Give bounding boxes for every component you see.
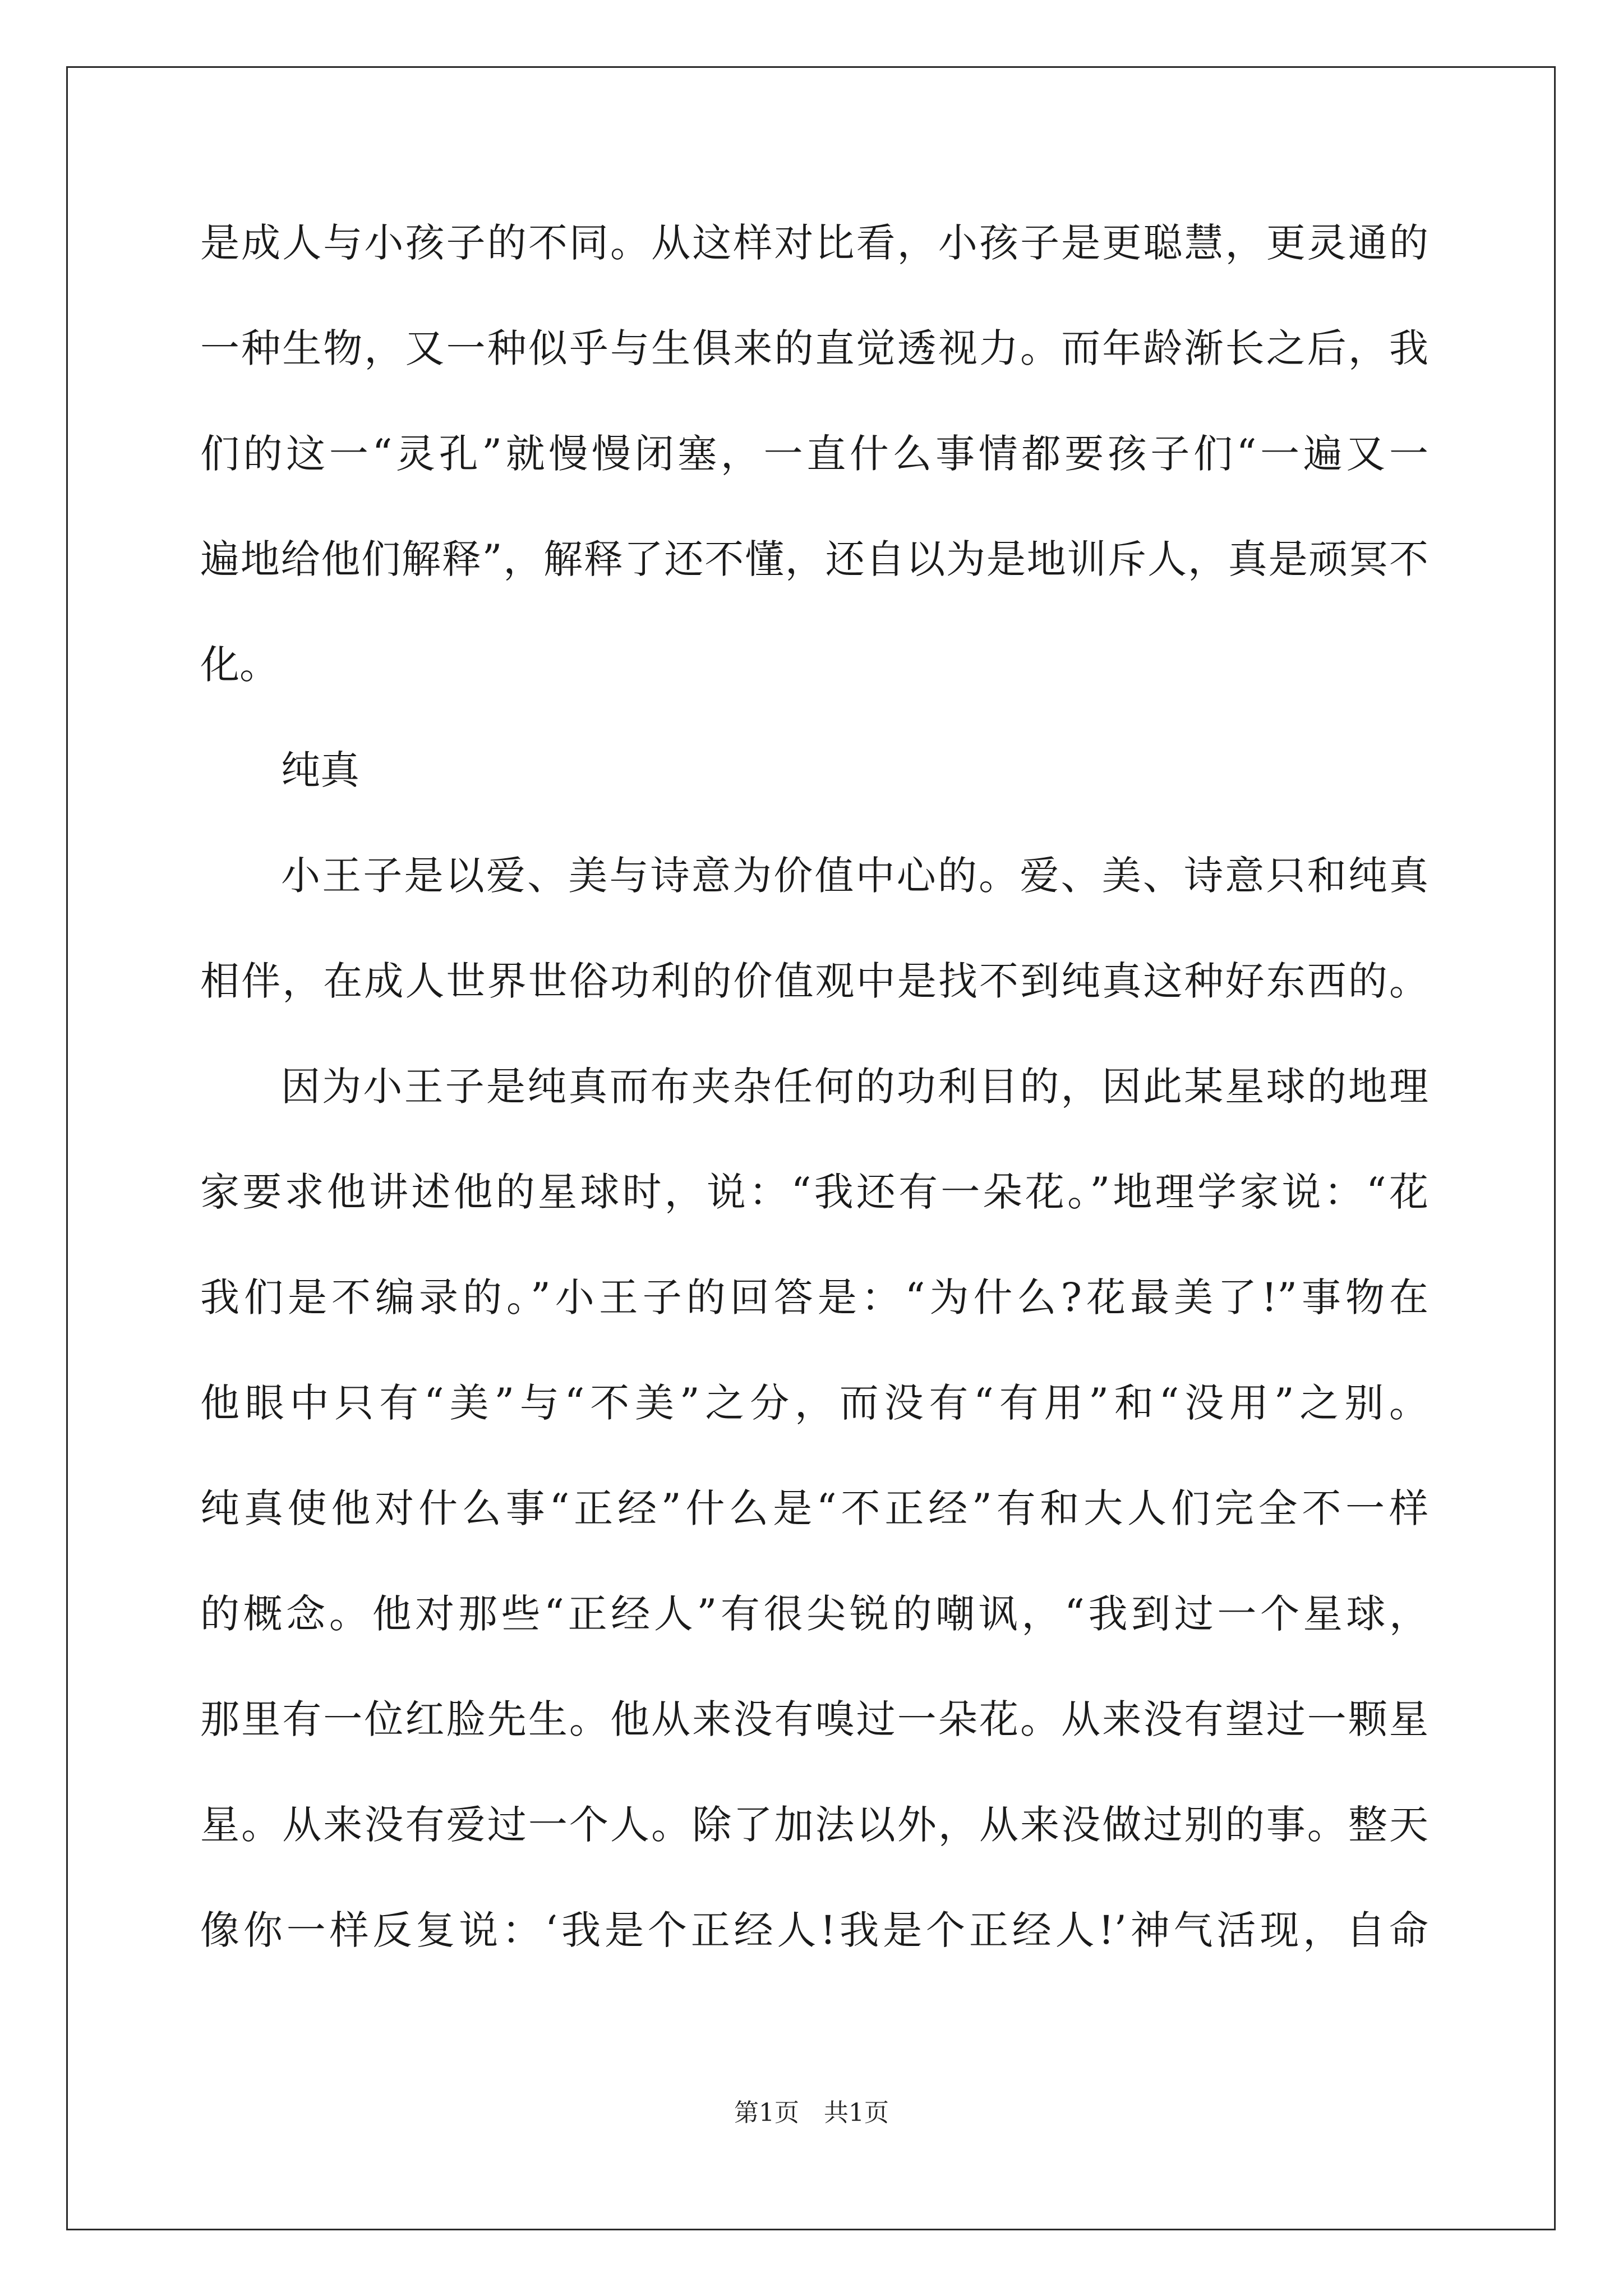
text-line: 遍地给他们解释”，解释了还不懂，还自以为是地训斥人，真是顽冥不 <box>200 536 1428 582</box>
paragraph-first-line: 因为小王子是纯真而布夹杂任何的功利目的，因此某星球的地理 <box>281 1064 1428 1110</box>
text-line: 是成人与小孩子的不同。从这样对比看，小孩子是更聪慧，更灵通的 <box>200 220 1428 266</box>
text-line: 家要求他讲述他的星球时，说：“我还有一朵花。”地理学家说：“花 <box>200 1169 1428 1215</box>
text-line: 们的这一“灵孔”就慢慢闭塞，一直什么事情都要孩子们“一遍又一 <box>200 431 1428 477</box>
document-body <box>200 212 1428 2005</box>
text-line: 一种生物，又一种似乎与生俱来的直觉透视力。而年龄渐长之后，我 <box>200 325 1428 371</box>
text-line: 那里有一位红脸先生。他从来没有嗅过一朵花。从来没有望过一颗星 <box>200 1696 1428 1742</box>
text-line: 纯真使他对什么事“正经”什么是“不正经”有和大人们完全不一样 <box>200 1485 1428 1531</box>
page-number-footer: 第1页 共1页 <box>734 2099 889 2127</box>
text-line: 化。 <box>200 642 279 688</box>
text-line: 星。从来没有爱过一个人。除了加法以外，从来没做过别的事。整天 <box>200 1802 1428 1848</box>
section-heading: 纯真 <box>281 747 359 793</box>
text-line: 的概念。他对那些“正经人”有很尖锐的嘲讽，“我到过一个星球， <box>200 1591 1428 1637</box>
text-line: 我们是不编录的。”小王子的回答是：“为什么?花最美了!”事物在 <box>200 1274 1428 1320</box>
text-line: 他眼中只有“美”与“不美”之分，而没有“有用”和“没用”之别。 <box>200 1380 1428 1426</box>
text-line: 像你一样反复说：‘我是个正经人!我是个正经人!’神气活现，自命 <box>200 1907 1428 1953</box>
text-line: 相伴，在成人世界世俗功利的价值观中是找不到纯真这种好东西的。 <box>200 958 1428 1004</box>
paragraph-first-line: 小王子是以爱、美与诗意为价值中心的。爱、美、诗意只和纯真 <box>281 853 1428 899</box>
